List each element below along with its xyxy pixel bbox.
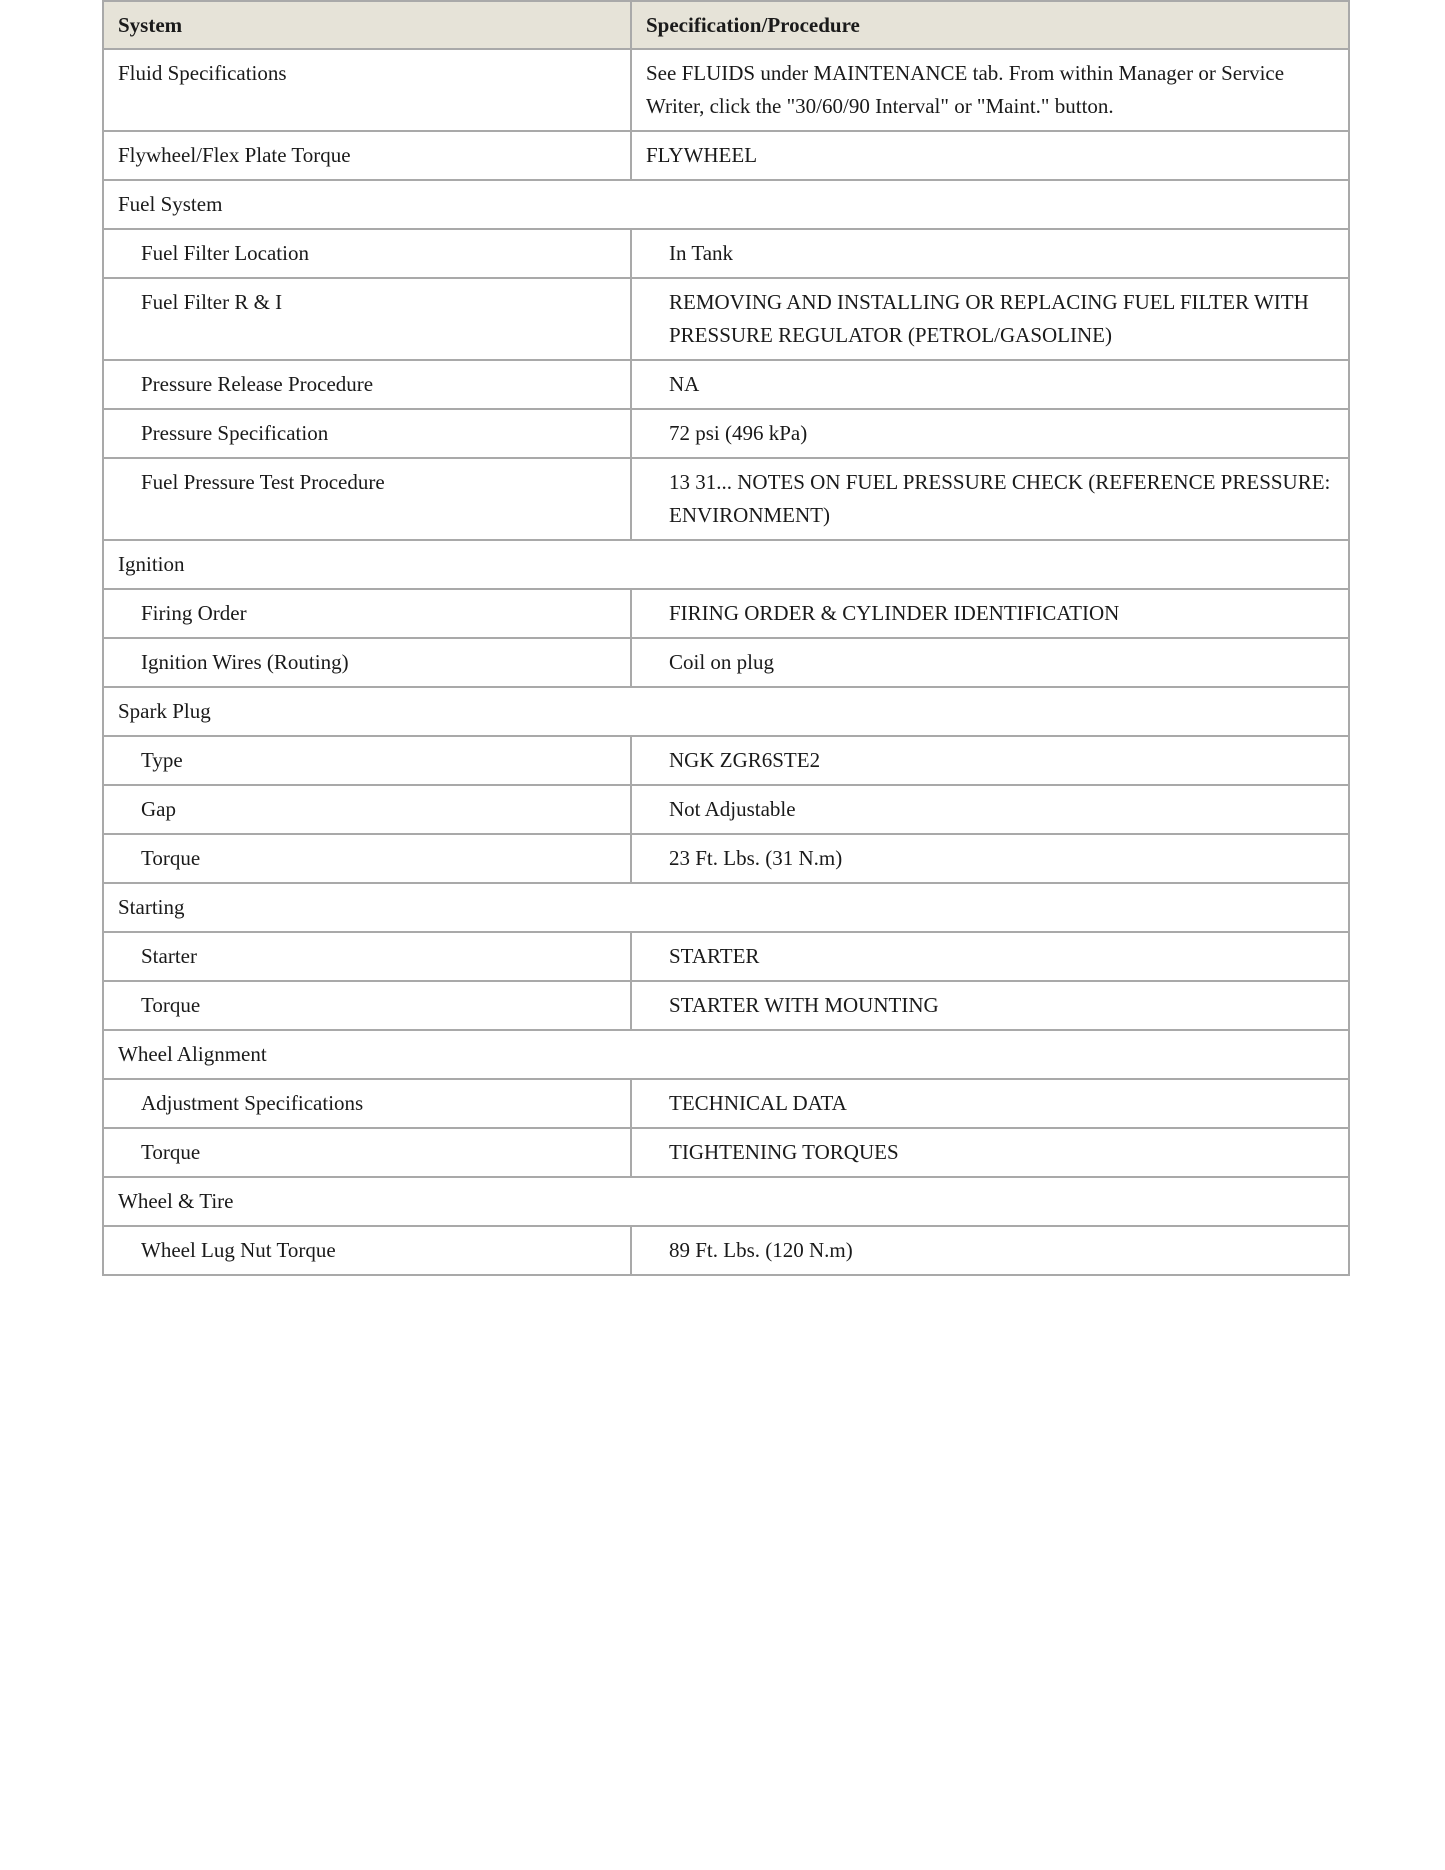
specification-cell: 89 Ft. Lbs. (120 N.m): [631, 1226, 1349, 1275]
table-row: [103, 981, 1349, 1030]
table-header-row: [103, 1, 1349, 49]
specification-cell: 13 31... NOTES ON FUEL PRESSURE CHECK (REFERENCE PRESSURE: ENVIRONMENT): [631, 458, 1349, 540]
table-row: [103, 278, 1349, 360]
section-row: [103, 180, 1349, 229]
table-row: [103, 834, 1349, 883]
section-heading: Wheel Alignment: [103, 1030, 1349, 1079]
table-row: [103, 1079, 1349, 1128]
system-cell: Firing Order: [103, 589, 631, 638]
section-row: [103, 1177, 1349, 1226]
system-cell: Torque: [103, 1128, 631, 1177]
system-cell: Fluid Specifications: [103, 49, 631, 131]
table-row: [103, 785, 1349, 834]
specification-cell: TECHNICAL DATA: [631, 1079, 1349, 1128]
specification-cell: 72 psi (496 kPa): [631, 409, 1349, 458]
column-header-system: System: [103, 1, 631, 49]
system-cell: Torque: [103, 834, 631, 883]
section-row: [103, 883, 1349, 932]
table-row: [103, 458, 1349, 540]
section-heading: Starting: [103, 883, 1349, 932]
specification-cell: In Tank: [631, 229, 1349, 278]
section-row: [103, 1030, 1349, 1079]
system-cell: Pressure Specification: [103, 409, 631, 458]
system-cell: Type: [103, 736, 631, 785]
specification-cell: FLYWHEEL: [631, 131, 1349, 180]
table-row: [103, 932, 1349, 981]
system-cell: Pressure Release Procedure: [103, 360, 631, 409]
section-row: [103, 687, 1349, 736]
specification-cell: NA: [631, 360, 1349, 409]
specification-cell: NGK ZGR6STE2: [631, 736, 1349, 785]
system-cell: Flywheel/Flex Plate Torque: [103, 131, 631, 180]
system-cell: Adjustment Specifications: [103, 1079, 631, 1128]
table-row: [103, 589, 1349, 638]
specification-cell: REMOVING AND INSTALLING OR REPLACING FUEL FILTER WITH PRESSURE REGULATOR (PETROL/GASOLINE): [631, 278, 1349, 360]
table-row: [103, 49, 1349, 131]
table-row: [103, 131, 1349, 180]
table-row: [103, 409, 1349, 458]
table-row: [103, 736, 1349, 785]
table-body: [103, 49, 1349, 1275]
section-heading: Ignition: [103, 540, 1349, 589]
system-cell: Starter: [103, 932, 631, 981]
specification-cell: FIRING ORDER & CYLINDER IDENTIFICATION: [631, 589, 1349, 638]
specification-cell: STARTER WITH MOUNTING: [631, 981, 1349, 1030]
table-row: [103, 1128, 1349, 1177]
specification-cell: See FLUIDS under MAINTENANCE tab. From within Manager or Service Writer, click the "30/60/90 Interval" or "Maint." button.: [631, 49, 1349, 131]
system-cell: Fuel Filter R & I: [103, 278, 631, 360]
system-cell: Fuel Filter Location: [103, 229, 631, 278]
specification-cell: STARTER: [631, 932, 1349, 981]
section-heading: Spark Plug: [103, 687, 1349, 736]
table-row: [103, 638, 1349, 687]
table-row: [103, 229, 1349, 278]
section-row: [103, 540, 1349, 589]
system-cell: Gap: [103, 785, 631, 834]
system-cell: Fuel Pressure Test Procedure: [103, 458, 631, 540]
specification-cell: Coil on plug: [631, 638, 1349, 687]
column-header-specification: Specification/Procedure: [631, 1, 1349, 49]
section-heading: Fuel System: [103, 180, 1349, 229]
specification-cell: Not Adjustable: [631, 785, 1349, 834]
table-row: [103, 360, 1349, 409]
system-cell: Ignition Wires (Routing): [103, 638, 631, 687]
specification-table: [102, 0, 1350, 1276]
system-cell: Torque: [103, 981, 631, 1030]
system-cell: Wheel Lug Nut Torque: [103, 1226, 631, 1275]
table-row: [103, 1226, 1349, 1275]
section-heading: Wheel & Tire: [103, 1177, 1349, 1226]
specification-cell: TIGHTENING TORQUES: [631, 1128, 1349, 1177]
specification-cell: 23 Ft. Lbs. (31 N.m): [631, 834, 1349, 883]
